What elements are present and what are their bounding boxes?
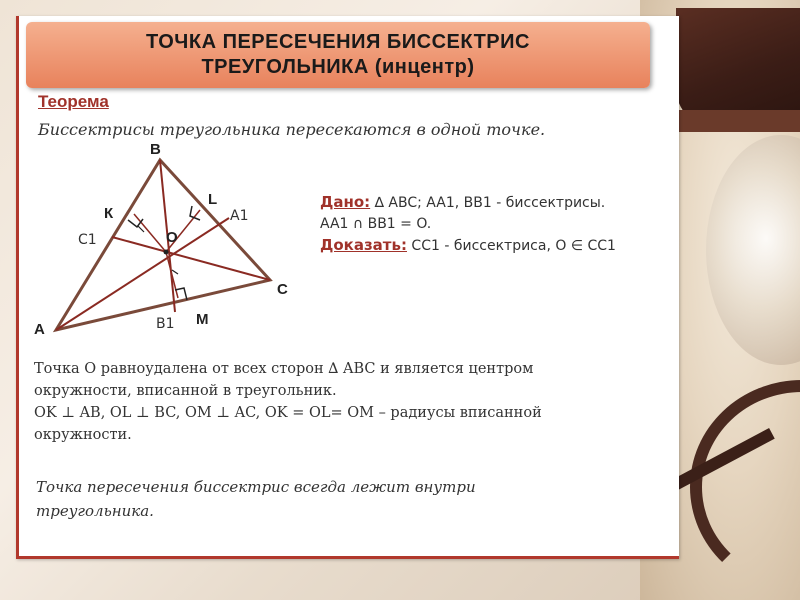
angle-tick-2 — [172, 270, 178, 274]
point-c1-label: С1 — [78, 232, 97, 248]
explanation-line-2: OK ⊥ AB, OL ⊥ BC, OM ⊥ AC, OK = OL= OM – радиусы вписанной окружности. — [34, 405, 542, 443]
title-line-2: ТРЕУГОЛЬНИКА (инцентр) — [201, 56, 475, 78]
given-text: ∆ ABC; AA1, BB1 - биссектрисы. AA1 ∩ BB1 = O. — [320, 195, 606, 232]
perpendicular-ok — [134, 214, 166, 252]
incenter-point — [164, 250, 169, 255]
theorem-text: Биссектрисы треугольника пересекаются в одной точке. — [38, 120, 546, 139]
right-angle-k — [128, 219, 143, 227]
angle-tick-1 — [138, 226, 144, 232]
vertex-a-label: А — [34, 321, 45, 338]
point-a1-label: А1 — [230, 208, 249, 224]
vertex-c-label: С — [277, 281, 288, 298]
lamp-shade-rim — [660, 110, 800, 132]
given-label: Дано: — [320, 193, 371, 211]
prove-label: Доказать: — [320, 236, 407, 254]
triangle-figure — [20, 130, 320, 350]
point-b1-label: В1 — [156, 316, 175, 332]
title-line-1: ТОЧКА ПЕРЕСЕЧЕНИЯ БИССЕКТРИС — [146, 31, 530, 53]
vertex-b-label: В — [150, 141, 161, 158]
given-block — [320, 192, 620, 257]
explanation-paragraph — [34, 358, 624, 446]
conclusion-text: Точка пересечения биссектрис всегда лежит внутри треугольника. — [36, 478, 476, 520]
point-l-label: L — [208, 191, 218, 208]
theorem-label: Теорема — [38, 92, 109, 111]
point-m-label: М — [196, 311, 209, 328]
prove-text: CC1 - биссектриса, O ∈ CC1 — [406, 238, 616, 254]
title-banner — [26, 22, 650, 88]
point-k-label: К — [104, 205, 114, 222]
point-o-label: О — [166, 229, 178, 246]
explanation-line-1: Точка О равноудалена от всех сторон ∆ ABC и является центром окружности, вписанной в треугольник. — [34, 361, 534, 399]
